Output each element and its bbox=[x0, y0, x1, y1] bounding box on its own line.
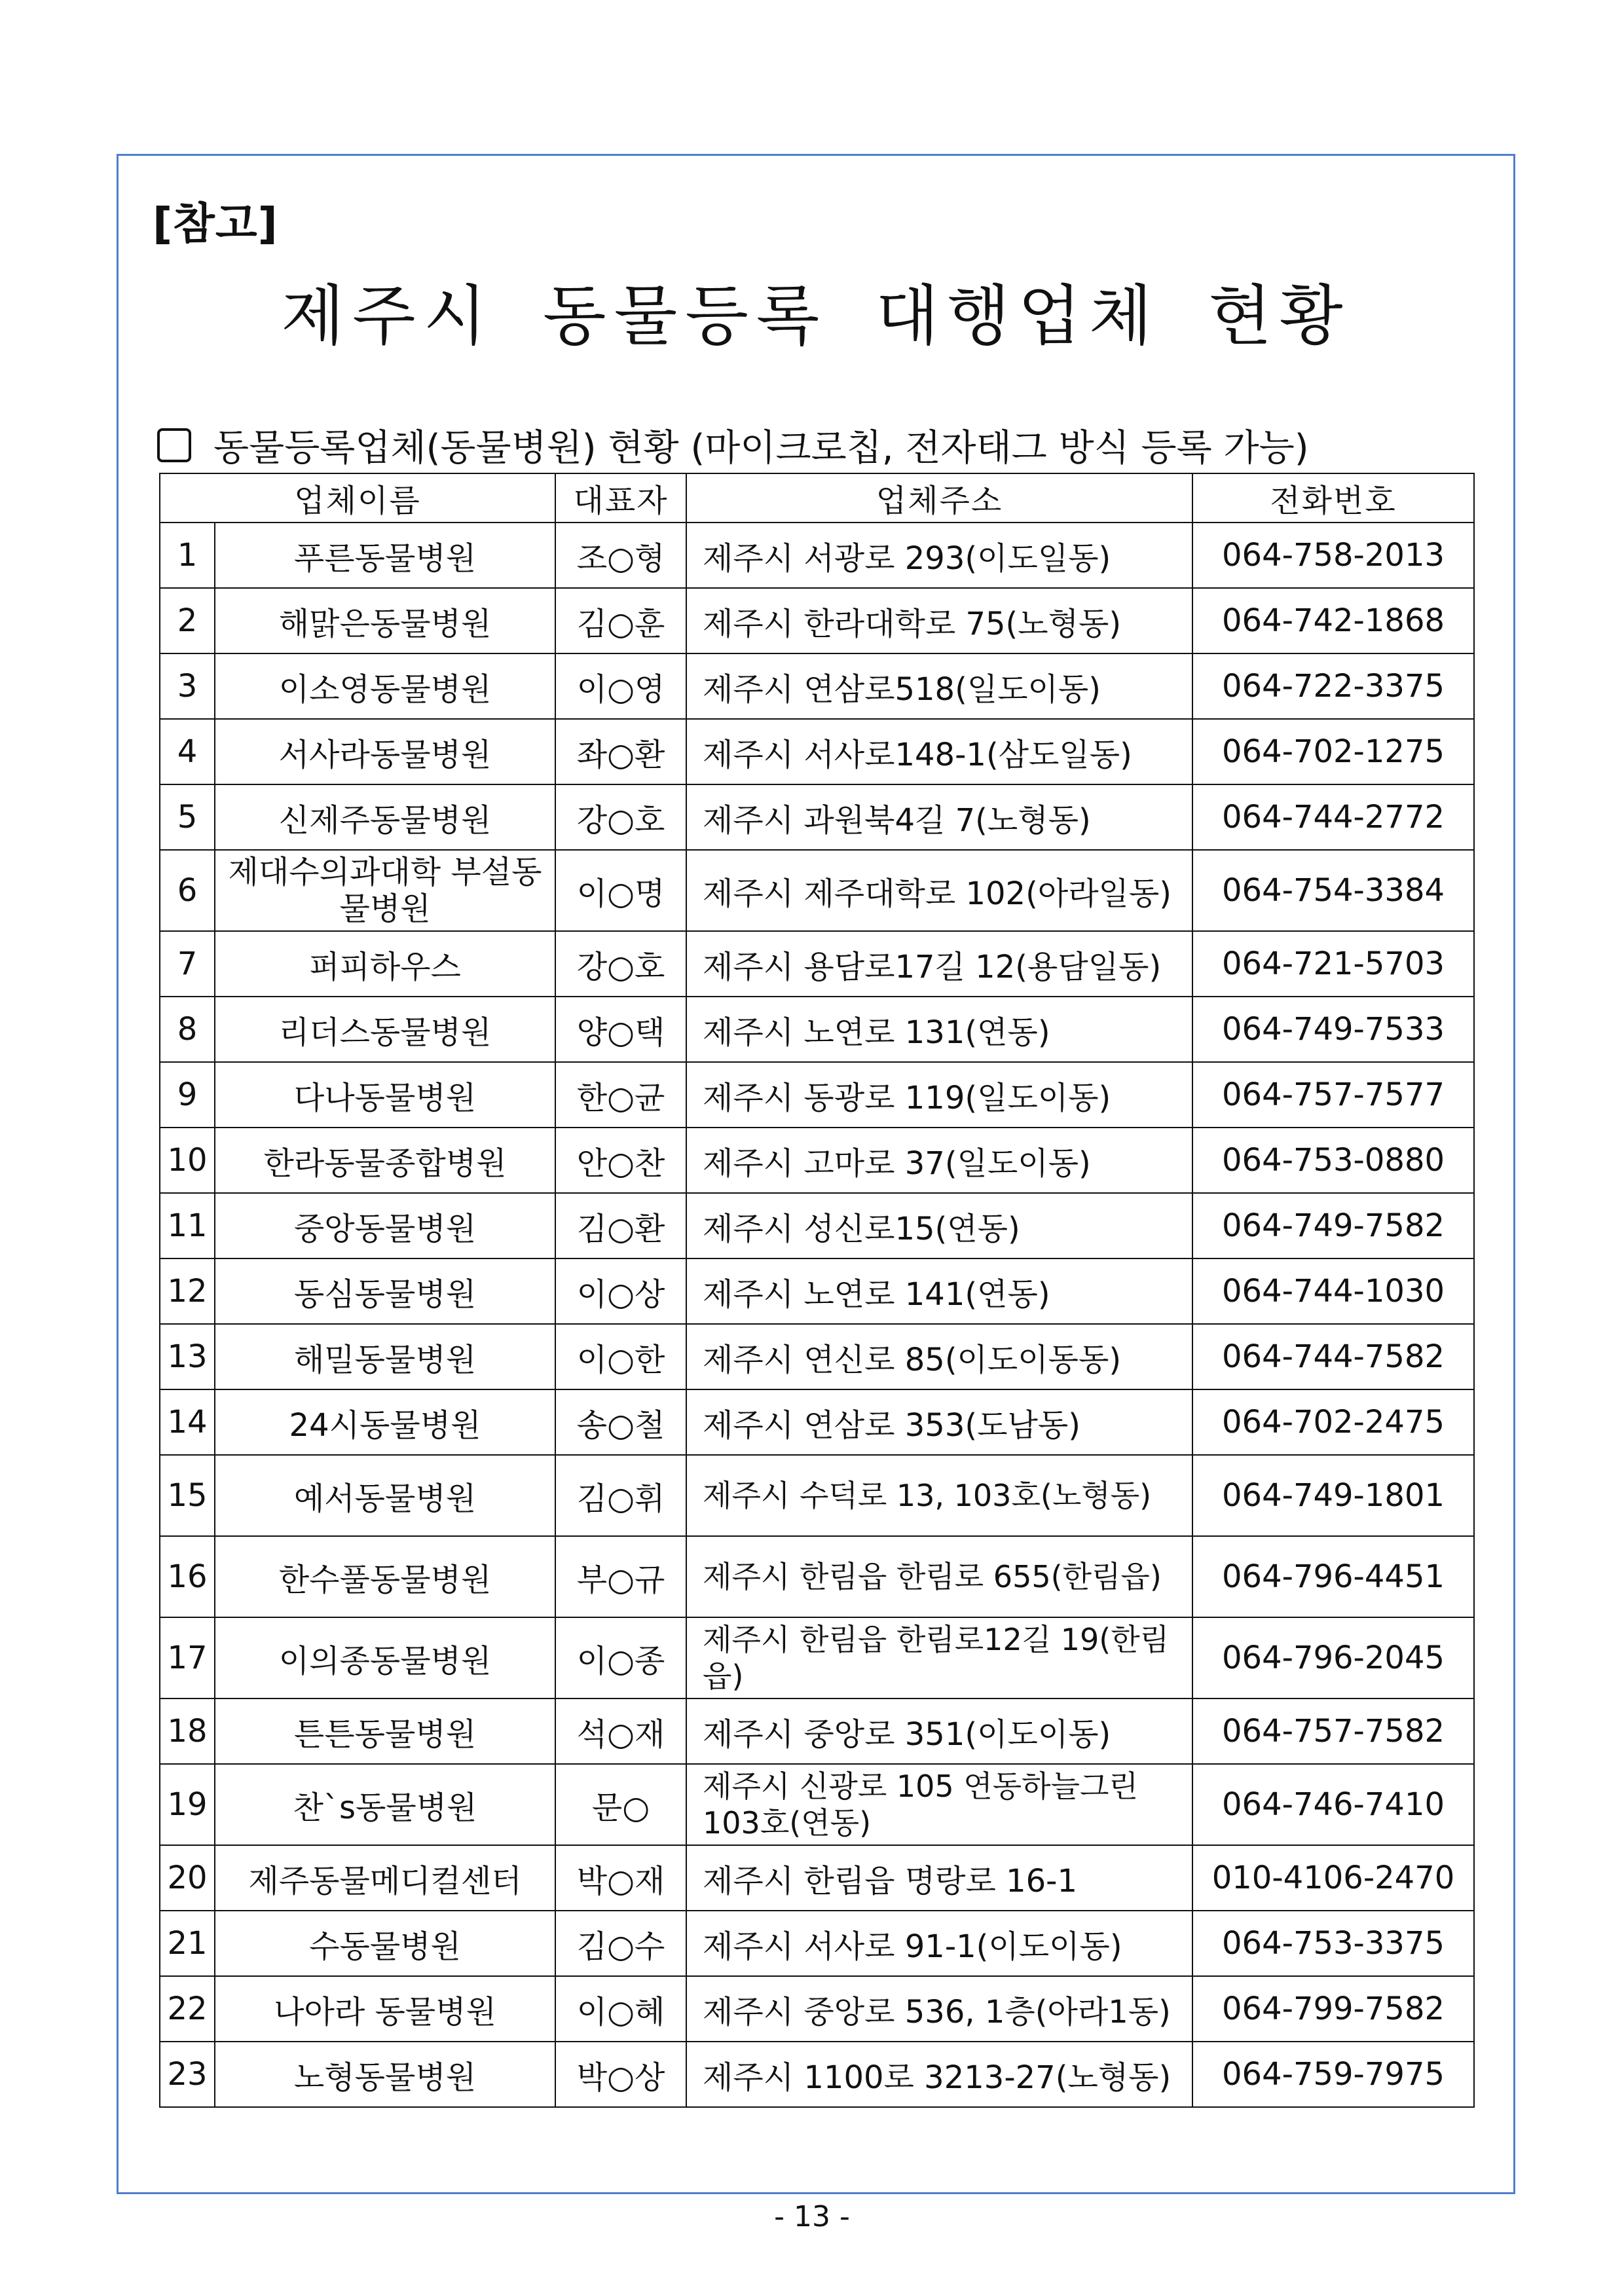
row-number-cell: 6 bbox=[160, 850, 215, 931]
row-number-cell: 7 bbox=[160, 931, 215, 997]
address-cell: 제주시 연삼로518(일도이동) bbox=[686, 653, 1192, 719]
phone-cell: 064-759-7975 bbox=[1192, 2042, 1474, 2107]
representative-cell: 문○ bbox=[555, 1764, 686, 1845]
table-row bbox=[160, 2042, 1474, 2107]
table-row bbox=[160, 588, 1474, 653]
representative-cell: 김○휘 bbox=[555, 1455, 686, 1536]
phone-cell: 010-4106-2470 bbox=[1192, 1845, 1474, 1911]
representative-cell: 조○형 bbox=[555, 523, 686, 588]
vendor-name-cell: 신제주동물병원 bbox=[215, 784, 555, 850]
representative-cell: 박○재 bbox=[555, 1845, 686, 1911]
phone-cell: 064-744-1030 bbox=[1192, 1258, 1474, 1324]
row-number-cell: 13 bbox=[160, 1324, 215, 1389]
table-row bbox=[160, 1617, 1474, 1698]
address-cell: 제주시 고마로 37(일도이동) bbox=[686, 1128, 1192, 1193]
vendor-name-cell: 푸른동물병원 bbox=[215, 523, 555, 588]
table-row bbox=[160, 1193, 1474, 1258]
representative-cell: 이○영 bbox=[555, 653, 686, 719]
page-number: - 13 - bbox=[774, 2200, 850, 2233]
header-rep: 대표자 bbox=[555, 473, 686, 523]
vendor-name-cell: 리더스동물병원 bbox=[215, 997, 555, 1062]
phone-cell: 064-753-3375 bbox=[1192, 1911, 1474, 1976]
vendor-name-cell: 튼튼동물병원 bbox=[215, 1698, 555, 1764]
vendor-name-cell: 해밀동물병원 bbox=[215, 1324, 555, 1389]
vendor-name-cell: 해맑은동물병원 bbox=[215, 588, 555, 653]
table-row bbox=[160, 1536, 1474, 1617]
representative-cell: 강○호 bbox=[555, 784, 686, 850]
representative-cell: 이○혜 bbox=[555, 1976, 686, 2042]
representative-cell: 이○한 bbox=[555, 1324, 686, 1389]
table-row bbox=[160, 997, 1474, 1062]
table-row bbox=[160, 931, 1474, 997]
address-cell: 제주시 한라대학로 75(노형동) bbox=[686, 588, 1192, 653]
address-cell: 제주시 한림읍 한림로 655(한림읍) bbox=[686, 1536, 1192, 1617]
vendor-name-cell: 24시동물병원 bbox=[215, 1389, 555, 1455]
header-name: 업체이름 bbox=[160, 473, 555, 523]
address-cell: 제주시 한림읍 명랑로 16-1 bbox=[686, 1845, 1192, 1911]
table-row bbox=[160, 784, 1474, 850]
address-cell: 제주시 한림읍 한림로12길 19(한림읍) bbox=[686, 1617, 1192, 1698]
table-row bbox=[160, 719, 1474, 784]
vendor-name-cell: 제대수의과대학 부설동물병원 bbox=[215, 850, 555, 931]
phone-cell: 064-722-3375 bbox=[1192, 653, 1474, 719]
representative-cell: 김○수 bbox=[555, 1911, 686, 1976]
row-number-cell: 3 bbox=[160, 653, 215, 719]
table-body bbox=[160, 523, 1474, 2107]
row-number-cell: 11 bbox=[160, 1193, 215, 1258]
vendor-name-cell: 중앙동물병원 bbox=[215, 1193, 555, 1258]
row-number-cell: 5 bbox=[160, 784, 215, 850]
address-cell: 제주시 중앙로 351(이도이동) bbox=[686, 1698, 1192, 1764]
representative-cell: 강○호 bbox=[555, 931, 686, 997]
address-cell: 제주시 용담로17길 12(용담일동) bbox=[686, 931, 1192, 997]
checkbox-icon bbox=[157, 428, 191, 462]
vendor-name-cell: 서사라동물병원 bbox=[215, 719, 555, 784]
representative-cell: 김○환 bbox=[555, 1193, 686, 1258]
phone-cell: 064-702-2475 bbox=[1192, 1389, 1474, 1455]
address-cell: 제주시 제주대학로 102(아라일동) bbox=[686, 850, 1192, 931]
table-row bbox=[160, 1389, 1474, 1455]
table-row bbox=[160, 850, 1474, 931]
header-phone: 전화번호 bbox=[1192, 473, 1474, 523]
row-number-cell: 21 bbox=[160, 1911, 215, 1976]
row-number-cell: 2 bbox=[160, 588, 215, 653]
row-number-cell: 14 bbox=[160, 1389, 215, 1455]
registration-table bbox=[159, 473, 1475, 2108]
address-cell: 제주시 신광로 105 연동하늘그린 103호(연동) bbox=[686, 1764, 1192, 1845]
row-number-cell: 22 bbox=[160, 1976, 215, 2042]
table-row bbox=[160, 1455, 1474, 1536]
vendor-name-cell: 예서동물병원 bbox=[215, 1455, 555, 1536]
address-cell: 제주시 연신로 85(이도이동동) bbox=[686, 1324, 1192, 1389]
address-cell: 제주시 서사로148-1(삼도일동) bbox=[686, 719, 1192, 784]
representative-cell: 박○상 bbox=[555, 2042, 686, 2107]
row-number-cell: 16 bbox=[160, 1536, 215, 1617]
row-number-cell: 10 bbox=[160, 1128, 215, 1193]
representative-cell: 양○택 bbox=[555, 997, 686, 1062]
address-cell: 제주시 성신로15(연동) bbox=[686, 1193, 1192, 1258]
address-cell: 제주시 서사로 91-1(이도이동) bbox=[686, 1911, 1192, 1976]
vendor-name-cell: 노형동물병원 bbox=[215, 2042, 555, 2107]
row-number-cell: 9 bbox=[160, 1062, 215, 1128]
table-row bbox=[160, 1258, 1474, 1324]
phone-cell: 064-753-0880 bbox=[1192, 1128, 1474, 1193]
vendor-name-cell: 제주동물메디컬센터 bbox=[215, 1845, 555, 1911]
phone-cell: 064-796-2045 bbox=[1192, 1617, 1474, 1698]
representative-cell: 이○명 bbox=[555, 850, 686, 931]
page-title: 제주시 동물등록 대행업체 현황 bbox=[281, 278, 1351, 354]
representative-cell: 김○훈 bbox=[555, 588, 686, 653]
phone-cell: 064-757-7577 bbox=[1192, 1062, 1474, 1128]
vendor-name-cell: 동심동물병원 bbox=[215, 1258, 555, 1324]
representative-cell: 이○종 bbox=[555, 1617, 686, 1698]
address-cell: 제주시 동광로 119(일도이동) bbox=[686, 1062, 1192, 1128]
row-number-cell: 8 bbox=[160, 997, 215, 1062]
vendor-name-cell: 수동물병원 bbox=[215, 1911, 555, 1976]
table-row bbox=[160, 1845, 1474, 1911]
header-address: 업체주소 bbox=[686, 473, 1192, 523]
representative-cell: 석○재 bbox=[555, 1698, 686, 1764]
row-number-cell: 19 bbox=[160, 1764, 215, 1845]
address-cell: 제주시 1100로 3213-27(노형동) bbox=[686, 2042, 1192, 2107]
table-row bbox=[160, 1764, 1474, 1845]
row-number-cell: 4 bbox=[160, 719, 215, 784]
table-header-row bbox=[160, 473, 1474, 523]
representative-cell: 이○상 bbox=[555, 1258, 686, 1324]
reference-label: [참고] bbox=[153, 198, 278, 249]
table-row bbox=[160, 523, 1474, 588]
row-number-cell: 15 bbox=[160, 1455, 215, 1536]
phone-cell: 064-749-7533 bbox=[1192, 997, 1474, 1062]
address-cell: 제주시 노연로 141(연동) bbox=[686, 1258, 1192, 1324]
vendor-name-cell: 이소영동물병원 bbox=[215, 653, 555, 719]
phone-cell: 064-799-7582 bbox=[1192, 1976, 1474, 2042]
phone-cell: 064-754-3384 bbox=[1192, 850, 1474, 931]
address-cell: 제주시 과원북4길 7(노형동) bbox=[686, 784, 1192, 850]
phone-cell: 064-744-2772 bbox=[1192, 784, 1474, 850]
table-row bbox=[160, 1698, 1474, 1764]
phone-cell: 064-757-7582 bbox=[1192, 1698, 1474, 1764]
phone-cell: 064-702-1275 bbox=[1192, 719, 1474, 784]
phone-cell: 064-749-1801 bbox=[1192, 1455, 1474, 1536]
section-heading: 동물등록업체(동물병원) 현황 (마이크로칩, 전자태그 방식 등록 가능) bbox=[213, 427, 1309, 469]
address-cell: 제주시 연삼로 353(도남동) bbox=[686, 1389, 1192, 1455]
vendor-name-cell: 다나동물병원 bbox=[215, 1062, 555, 1128]
row-number-cell: 18 bbox=[160, 1698, 215, 1764]
table-row bbox=[160, 1976, 1474, 2042]
address-cell: 제주시 노연로 131(연동) bbox=[686, 997, 1192, 1062]
address-cell: 제주시 중앙로 536, 1층(아라1동) bbox=[686, 1976, 1192, 2042]
phone-cell: 064-758-2013 bbox=[1192, 523, 1474, 588]
phone-cell: 064-749-7582 bbox=[1192, 1193, 1474, 1258]
row-number-cell: 17 bbox=[160, 1617, 215, 1698]
address-cell: 제주시 서광로 293(이도일동) bbox=[686, 523, 1192, 588]
vendor-name-cell: 찬`s동물병원 bbox=[215, 1764, 555, 1845]
table-row bbox=[160, 653, 1474, 719]
vendor-name-cell: 한라동물종합병원 bbox=[215, 1128, 555, 1193]
section-heading-line bbox=[157, 419, 1309, 471]
row-number-cell: 1 bbox=[160, 523, 215, 588]
table-row bbox=[160, 1911, 1474, 1976]
vendor-name-cell: 한수풀동물병원 bbox=[215, 1536, 555, 1617]
row-number-cell: 12 bbox=[160, 1258, 215, 1324]
representative-cell: 한○균 bbox=[555, 1062, 686, 1128]
vendor-name-cell: 이의종동물병원 bbox=[215, 1617, 555, 1698]
vendor-name-cell: 퍼피하우스 bbox=[215, 931, 555, 997]
phone-cell: 064-796-4451 bbox=[1192, 1536, 1474, 1617]
representative-cell: 안○찬 bbox=[555, 1128, 686, 1193]
row-number-cell: 20 bbox=[160, 1845, 215, 1911]
representative-cell: 부○규 bbox=[555, 1536, 686, 1617]
address-cell: 제주시 수덕로 13, 103호(노형동) bbox=[686, 1455, 1192, 1536]
table-row bbox=[160, 1324, 1474, 1389]
representative-cell: 좌○환 bbox=[555, 719, 686, 784]
phone-cell: 064-746-7410 bbox=[1192, 1764, 1474, 1845]
vendor-name-cell: 나아라 동물병원 bbox=[215, 1976, 555, 2042]
table-row bbox=[160, 1062, 1474, 1128]
phone-cell: 064-742-1868 bbox=[1192, 588, 1474, 653]
representative-cell: 송○철 bbox=[555, 1389, 686, 1455]
phone-cell: 064-744-7582 bbox=[1192, 1324, 1474, 1389]
table-row bbox=[160, 1128, 1474, 1193]
row-number-cell: 23 bbox=[160, 2042, 215, 2107]
phone-cell: 064-721-5703 bbox=[1192, 931, 1474, 997]
